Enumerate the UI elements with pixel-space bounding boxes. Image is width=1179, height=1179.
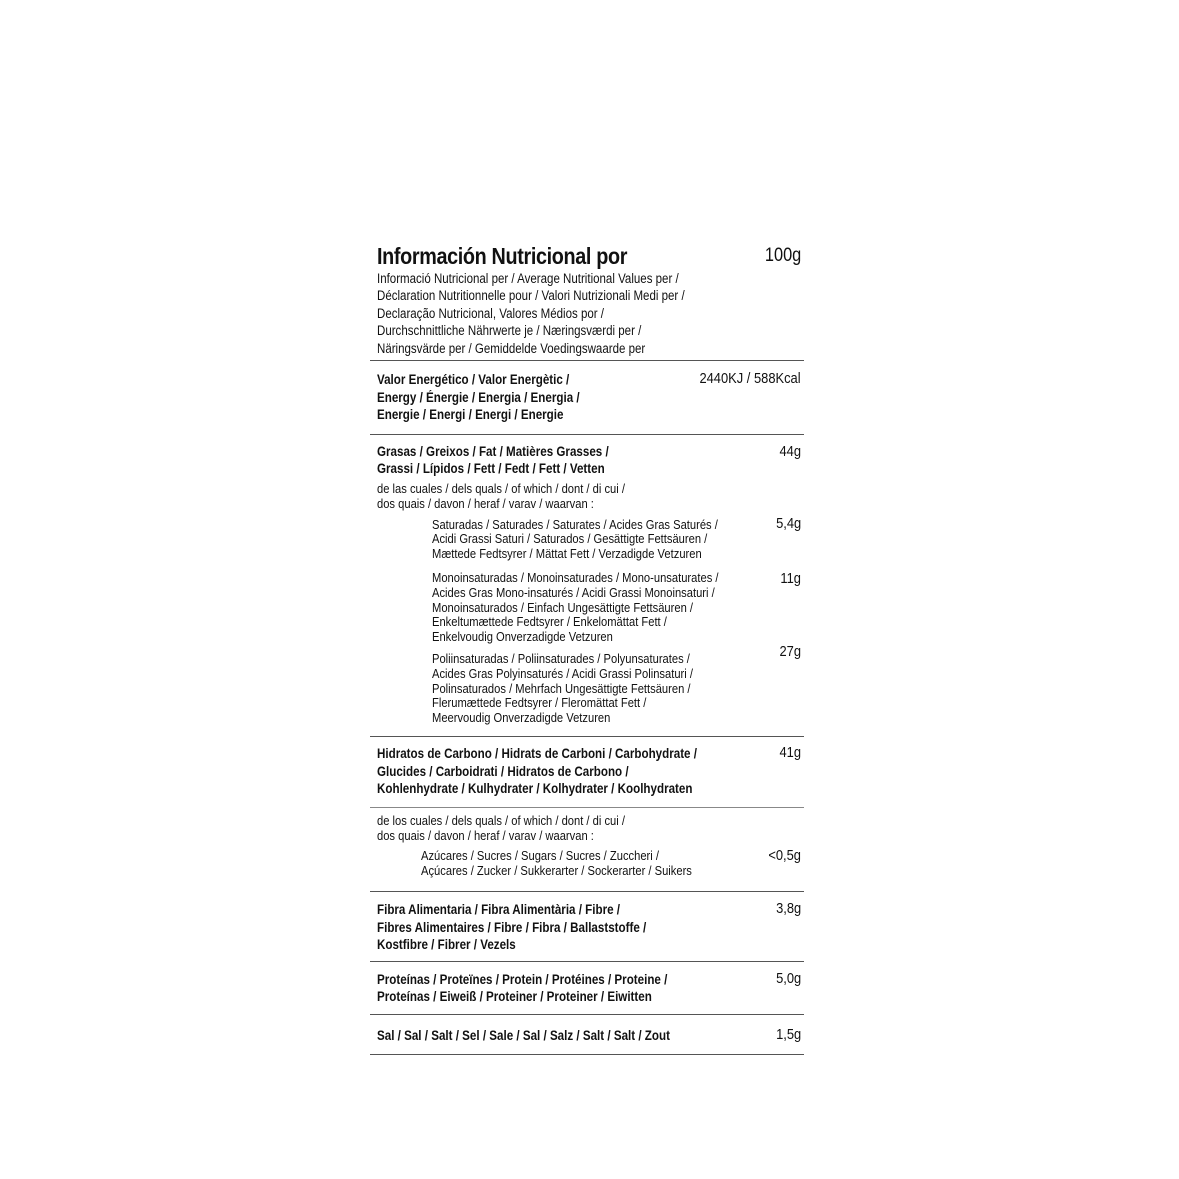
fat-row xyxy=(370,435,804,736)
protein-name-line: Proteínas / Eiweiß / Proteiner / Proteiner / Eiwitten xyxy=(377,989,652,1005)
label-header xyxy=(370,243,804,357)
mono-value: 11g xyxy=(780,569,801,587)
poly-name-line: Flerumættede Fedtsyrer / Fleromättat Fett / xyxy=(432,695,647,711)
fibre-row xyxy=(370,892,804,961)
mono-name-line: Acides Gras Mono-insaturés / Acidi Grassi Monoinsaturi / xyxy=(432,584,715,600)
mono-name-line: Enkeltumættede Fedtsyrer / Enkelomättat Fett / xyxy=(432,614,667,630)
saturated-name-line: Saturadas / Saturades / Saturates / Acides Gras Saturés / xyxy=(432,516,718,532)
poly-value: 27g xyxy=(779,642,801,660)
fibre-name-line: Fibres Alimentaires / Fibre / Fibra / Ballaststoffe / xyxy=(377,919,647,935)
carbs-name-line: Kohlenhydrate / Kulhydrater / Kolhydrater / Koolhydraten xyxy=(377,781,693,797)
poly-name-line: Acides Gras Polyinsaturés / Acidi Grassi Polinsaturi / xyxy=(432,665,693,681)
fat-name-line: Grassi / Lípidos / Fett / Fedt / Fett / Vetten xyxy=(377,461,605,477)
monounsaturated-row xyxy=(377,571,804,645)
fat-of-which-line: dos quais / davon / heraf / varav / waarvan : xyxy=(377,495,594,511)
carbs-name-line: Hidratos de Carbono / Hidrats de Carboni / Carbohydrate / xyxy=(377,745,697,761)
salt-name-line: Sal / Sal / Salt / Sel / Sale / Sal / Salz / Salt / Salt / Zout xyxy=(377,1027,670,1043)
carbs-value: 41g xyxy=(779,743,801,761)
mono-name-line: Enkelvoudig Onverzadigde Vetzuren xyxy=(432,629,613,645)
energy-value: 2440KJ / 588Kcal xyxy=(699,370,801,388)
poly-name-line: Poliinsaturadas / Poliinsaturades / Polyunsaturates / xyxy=(432,650,690,666)
carbohydrate-row xyxy=(370,737,804,807)
salt-value: 1,5g xyxy=(775,1025,801,1043)
sugars-name-line: Azúcares / Sucres / Sugars / Sucres / Zuccheri / xyxy=(421,848,659,864)
fibre-value: 3,8g xyxy=(775,899,801,917)
header-subtitle-line: Declaração Nutricional, Valores Médios por / xyxy=(377,305,605,321)
energy-name-line: Valor Energético / Valor Energètic / xyxy=(377,372,570,388)
header-subtitle-line: Näringsvärde per / Gemiddelde Voedingswaarde per xyxy=(377,340,646,356)
carbs-name-line: Glucides / Carboidrati / Hidratos de Carbono / xyxy=(377,763,629,779)
protein-name-line: Proteínas / Proteïnes / Protein / Protéines / Proteine / xyxy=(377,971,668,987)
poly-name-line: Meervoudig Onverzadigde Vetzuren xyxy=(432,710,611,726)
energy-name-line: Energy / Énergie / Energia / Energia / xyxy=(377,389,580,405)
energy-row xyxy=(370,361,804,434)
header-title: Información Nutricional por xyxy=(377,243,628,269)
nutrition-label xyxy=(370,243,804,1055)
poly-name-line: Polinsaturados / Mehrfach Ungesättigte Fettsäuren / xyxy=(432,680,691,696)
mono-name-line: Monoinsaturados / Einfach Ungesättigte Fettsäuren / xyxy=(432,599,694,615)
energy-name-line: Energie / Energi / Energi / Energie xyxy=(377,407,564,423)
saturated-value: 5,4g xyxy=(775,514,801,532)
header-amount: 100g xyxy=(764,245,801,266)
protein-row xyxy=(370,962,804,1014)
carbs-of-which-line: dos quais / davon / heraf / varav / waarvan : xyxy=(377,827,594,843)
fat-value: 44g xyxy=(779,442,801,460)
header-subtitle-line: Informació Nutricional per / Average Nutritional Values per / xyxy=(377,271,679,286)
polyunsaturated-row xyxy=(377,642,804,736)
salt-row xyxy=(370,1015,804,1055)
protein-value: 5,0g xyxy=(775,969,801,987)
header-subtitle-line: Déclaration Nutritionnelle pour / Valori Nutrizionali Medi per / xyxy=(377,288,685,304)
sugars-name-line: Açúcares / Zucker / Sukkerarter / Sockerarter / Suikers xyxy=(421,863,692,879)
sugars-row xyxy=(377,849,804,879)
saturated-row xyxy=(377,514,804,562)
fat-name-line: Grasas / Greixos / Fat / Matières Grasses / xyxy=(377,443,609,459)
mono-name-line: Monoinsaturadas / Monoinsaturades / Mono-unsaturates / xyxy=(432,569,719,585)
fat-of-which-line: de las cuales / dels quals / of which / dont / di cui / xyxy=(377,481,625,496)
fibre-name-line: Fibra Alimentaria / Fibra Alimentària / Fibre / xyxy=(377,901,621,917)
carbs-of-which-line: de los cuales / dels quals / of which / dont / di cui / xyxy=(377,812,625,828)
divider xyxy=(370,1054,804,1055)
carbs-of-which xyxy=(370,808,804,891)
sugars-value: <0,5g xyxy=(768,847,801,865)
header-subtitle-line: Durchschnittliche Nährwerte je / Næringsværdi per / xyxy=(377,323,642,339)
saturated-name-line: Mættede Fedtsyrer / Mättat Fett / Verzadigde Vetzuren xyxy=(432,546,702,562)
fibre-name-line: Kostfibre / Fibrer / Vezels xyxy=(377,937,516,953)
saturated-name-line: Acidi Grassi Saturi / Saturados / Gesättigte Fettsäuren / xyxy=(432,531,708,547)
